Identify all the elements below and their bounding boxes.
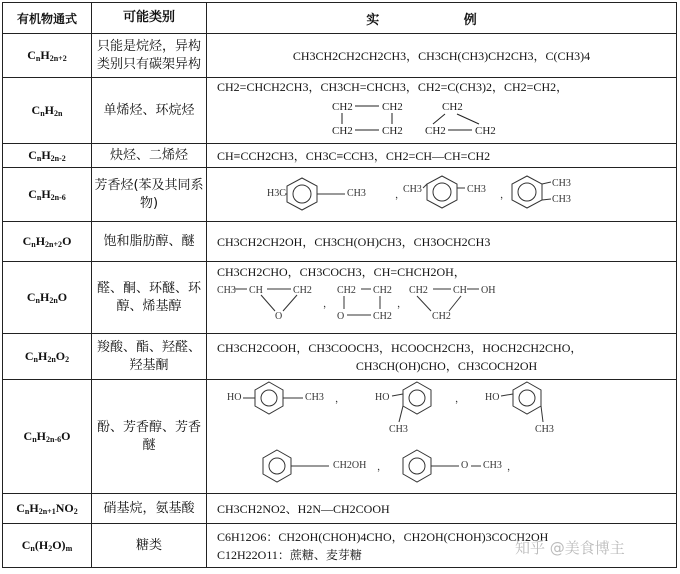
example-line: CH2=CHCH2CH3，CH3CH=CHCH3，CH2=C(CH3)2，CH2=CH2， bbox=[217, 80, 569, 94]
examples-cell bbox=[207, 78, 677, 144]
phenol-structures bbox=[217, 380, 677, 488]
category-cell: 酚、芳香醇、芳香醚 bbox=[92, 380, 207, 494]
table-row bbox=[3, 168, 677, 222]
category-cell: 醛、酮、环醚、环醇、烯基醇 bbox=[92, 262, 207, 334]
watermark: 知乎 @美食博主 bbox=[515, 539, 625, 557]
table-row bbox=[3, 144, 677, 168]
svg-text:，: ， bbox=[395, 190, 405, 201]
svg-text:，: ， bbox=[500, 190, 510, 201]
svg-text:，: ， bbox=[507, 462, 517, 473]
formula-cell: $C_nH_{2n}$ bbox=[3, 78, 92, 144]
table-row bbox=[3, 222, 677, 262]
svg-text:CH3: CH3 bbox=[535, 424, 554, 435]
organic-formula-table bbox=[2, 2, 677, 568]
svg-text:CH3: CH3 bbox=[467, 184, 486, 195]
examples-cell bbox=[207, 168, 677, 222]
category-cell: 炔烃、二烯烃 bbox=[92, 144, 207, 168]
svg-text:CH3: CH3 bbox=[483, 460, 502, 471]
category-cell: 单烯烃、环烷烃 bbox=[92, 78, 207, 144]
svg-text:CH2: CH2 bbox=[332, 101, 353, 113]
examples-cell bbox=[207, 380, 677, 494]
examples-cell: CH3CH2CH2CH2CH3，CH3CH(CH3)CH2CH3，C(CH3)4 bbox=[207, 34, 677, 78]
examples-cell bbox=[207, 262, 677, 334]
table-row bbox=[3, 380, 677, 494]
svg-text:CH2: CH2 bbox=[382, 101, 403, 113]
formula-cell: $C_nH_{2n+2}$ bbox=[3, 34, 92, 78]
svg-text:，: ， bbox=[335, 394, 345, 405]
header-formula: 有机物通式 bbox=[3, 3, 92, 34]
svg-text:HO: HO bbox=[227, 392, 242, 403]
svg-text:CH3: CH3 bbox=[552, 194, 571, 205]
examples-cell: CH≡CCH2CH3，CH3C≡CCH3，CH2=CH—CH=CH2 bbox=[207, 144, 677, 168]
table-row bbox=[3, 34, 677, 78]
svg-text:CH2: CH2 bbox=[432, 311, 451, 322]
table-row bbox=[3, 334, 677, 380]
header-row bbox=[3, 3, 677, 34]
svg-text:CH3: CH3 bbox=[347, 188, 366, 199]
example-line: C12H22O11：蔗糖、麦芽糖 bbox=[217, 547, 362, 562]
example-line: CH3CH(OH)CHO，CH3COCH2OH bbox=[355, 358, 538, 373]
formula-cell: $C_nH_{2n-2}$ bbox=[3, 144, 92, 168]
svg-text:OH: OH bbox=[481, 285, 496, 296]
formula-cell: $C_nH_{2n}O$ bbox=[3, 262, 92, 334]
svg-text:CH2: CH2 bbox=[373, 285, 392, 296]
svg-text:CH2OH: CH2OH bbox=[333, 460, 367, 471]
cyclic-ether-structures bbox=[217, 281, 677, 327]
svg-text:CH3: CH3 bbox=[305, 392, 324, 403]
formula-cell: $C_n(H_2O)_m$ bbox=[3, 524, 92, 568]
header-category: 可能类别 bbox=[92, 3, 207, 34]
formula-cell: $C_nH_{2n+1}NO_2$ bbox=[3, 494, 92, 524]
svg-text:O: O bbox=[275, 311, 283, 322]
svg-text:CH: CH bbox=[453, 285, 467, 296]
svg-text:CH2: CH2 bbox=[442, 101, 463, 113]
formula-cell: $C_nH_{2n+2}O$ bbox=[3, 222, 92, 262]
svg-text:CH2: CH2 bbox=[337, 285, 356, 296]
svg-text:HO: HO bbox=[485, 392, 500, 403]
svg-text:O: O bbox=[461, 460, 469, 471]
svg-text:HO: HO bbox=[375, 392, 390, 403]
header-examples: 实 例 bbox=[207, 3, 677, 34]
svg-text:CH2: CH2 bbox=[373, 311, 392, 322]
svg-text:CH2: CH2 bbox=[293, 285, 312, 296]
category-cell: 芳香烃(苯及其同系物) bbox=[92, 168, 207, 222]
svg-text:CH3: CH3 bbox=[389, 424, 408, 435]
svg-text:，: ， bbox=[397, 299, 407, 310]
svg-text:CH: CH bbox=[249, 285, 263, 296]
svg-text:，: ， bbox=[323, 299, 333, 310]
aromatic-structures bbox=[217, 168, 677, 216]
svg-text:CH2: CH2 bbox=[332, 125, 353, 137]
category-cell: 只能是烷烃，异构类别只有碳架异构 bbox=[92, 34, 207, 78]
svg-text:H3C: H3C bbox=[267, 188, 286, 199]
examples-cell: CH3CH2CH2OH，CH3CH(OH)CH3，CH3OCH2CH3 bbox=[207, 222, 677, 262]
svg-text:O: O bbox=[337, 311, 345, 322]
svg-text:，: ， bbox=[455, 394, 465, 405]
svg-text:CH2: CH2 bbox=[382, 125, 403, 137]
table-row bbox=[3, 494, 677, 524]
svg-text:CH2: CH2 bbox=[475, 125, 496, 137]
category-cell: 羧酸、酯、羟醛、羟基酮 bbox=[92, 334, 207, 380]
cycloalkane-structures bbox=[217, 96, 677, 138]
category-cell: 糖类 bbox=[92, 524, 207, 568]
category-cell: 饱和脂肪醇、醚 bbox=[92, 222, 207, 262]
formula-cell: $C_nH_{2n}O_2$ bbox=[3, 334, 92, 380]
svg-text:CH2: CH2 bbox=[409, 285, 428, 296]
table-row bbox=[3, 262, 677, 334]
svg-text:CH2: CH2 bbox=[425, 125, 446, 137]
svg-text:CH3: CH3 bbox=[403, 184, 422, 195]
example-line: CH3CH2COOH，CH3COOCH3，HCOOCH2CH3，HOCH2CH2CHO， bbox=[217, 340, 583, 355]
examples-cell: CH3CH2NO2、H2N—CH2COOH bbox=[207, 494, 677, 524]
formula-cell: $C_nH_{2n-6}O$ bbox=[3, 380, 92, 494]
table-row bbox=[3, 78, 677, 144]
examples-cell bbox=[207, 334, 677, 380]
example-line: CH3CH2CHO，CH3COCH3，CH=CHCH2OH， bbox=[217, 265, 466, 279]
svg-text:CH3: CH3 bbox=[552, 178, 571, 189]
svg-text:CH3: CH3 bbox=[217, 285, 236, 296]
formula-cell: $C_nH_{2n-6}$ bbox=[3, 168, 92, 222]
category-cell: 硝基烷，氨基酸 bbox=[92, 494, 207, 524]
example-line: C6H12O6：CH2OH(CHOH)4CHO，CH2OH(CHOH)3COCH2OH bbox=[217, 529, 549, 544]
svg-text:，: ， bbox=[377, 462, 387, 473]
